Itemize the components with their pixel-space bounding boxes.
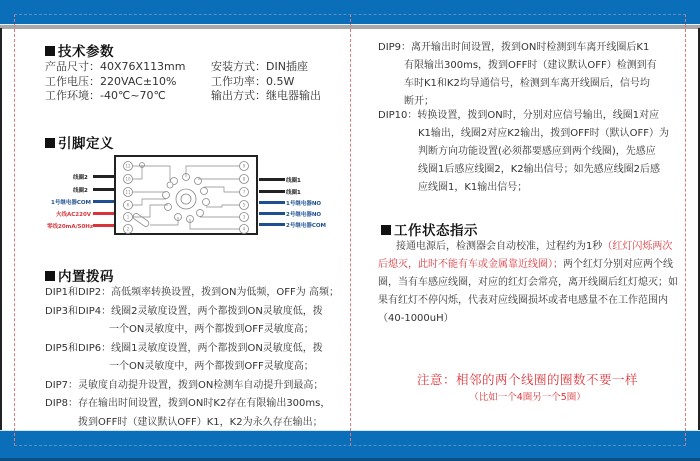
pin-def-heading: 引脚定义 xyxy=(45,132,114,152)
square-bullet-icon xyxy=(45,46,55,56)
pin-label-right-5: 2号继电器COM xyxy=(286,223,327,229)
svg-text:5: 5 xyxy=(242,202,246,208)
pin-label-left-5: 零线20mA/50Hz xyxy=(47,224,94,230)
dip-5-6: DIP5和DIP6：线圈1灵敏度设置，两个都拨到ON灵敏度低，拨 xyxy=(45,342,323,354)
status-description xyxy=(378,238,678,328)
dip9-line: 断开； xyxy=(404,96,434,107)
dip10-line: DIP10：转换设置，拨到ON时，分别对应信号输出，线圈1对应 xyxy=(378,110,660,121)
pin-label-left-1: 线圈2 xyxy=(73,175,88,181)
dip-3-4: DIP3和DIP4：线圈2灵敏度设置，两个都拨到ON灵敏度低，拨 xyxy=(45,305,323,317)
svg-text:6: 6 xyxy=(126,202,130,208)
wire-right-1 xyxy=(259,178,285,181)
status-text-rest: 两个红灯分别对应两个线圈，当有车感应线圈，对应的红灯会常亮，离开线圈后红灯熄灭；如果有红灯不停闪烁，代表对应线圈损坏或者电感量不在工作范围内（40-1000uH） xyxy=(378,259,678,324)
note-line-2: （比如一个4圈另一个5圈） xyxy=(469,392,586,403)
pin-label-left-2: 线圈2 xyxy=(73,188,88,194)
svg-text:11: 11 xyxy=(125,189,131,195)
dip9-line: DIP9：离开输出时间设置，拨到ON时检测到车离开线圈后K1 xyxy=(378,42,650,53)
svg-text:12: 12 xyxy=(125,163,131,169)
spec-voltage: 工作电压：220VAC±10% xyxy=(45,74,177,88)
dip-8: DIP8：存在输出时间设置，拨到ON时K2存在有限输出300ms， xyxy=(45,398,331,409)
svg-text:4: 4 xyxy=(242,226,246,232)
dip10-line: 线圈1后感应线圈2，K2输出信号；如先感应线圈2后感 xyxy=(418,164,661,175)
wire-right-5 xyxy=(259,223,285,226)
dip-3-4-cont: 一个ON灵敏度中，两个都拨到OFF灵敏度高； xyxy=(109,324,314,335)
spec-mounting: 安装方式：DIN插座 xyxy=(211,60,308,73)
dip-heading: 内置拨码 xyxy=(45,265,114,285)
coil-warning-note xyxy=(355,370,700,403)
spec-power: 工作功率：0.5W xyxy=(211,74,295,88)
top-cut-guide xyxy=(14,14,686,15)
dip9-line: 车时K1和K2均导通信号，检测到车离开线圈后，信号均 xyxy=(404,78,650,89)
square-bullet-icon xyxy=(45,271,55,281)
svg-text:8: 8 xyxy=(242,176,246,182)
pin-label-right-1: 线圈1 xyxy=(286,178,301,184)
square-bullet-icon xyxy=(45,138,55,148)
svg-text:10: 10 xyxy=(125,176,131,182)
spec-size: 产品尺寸：40X76X113mm xyxy=(45,60,186,73)
svg-text:2: 2 xyxy=(126,226,130,232)
dip-1-2: DIP1和DIP2：高低频率转换设置，拨到ON为低频，OFF为 高频； xyxy=(45,287,339,298)
svg-text:9: 9 xyxy=(242,163,246,169)
status-heading: 工作状态指示 xyxy=(381,219,478,239)
spec-environment: 工作环境：-40℃~70℃ xyxy=(45,89,166,102)
dip9-line: 有限输出300ms，拨到OFF时（建议默认OFF）检测到有 xyxy=(404,60,657,71)
pin-label-right-3: 1号继电器NO xyxy=(286,201,322,207)
note-line-1: 注意：相邻的两个线圈的圈数不要一样 xyxy=(416,372,638,387)
wire-right-3 xyxy=(259,201,285,204)
square-bullet-icon xyxy=(381,225,391,235)
svg-text:3: 3 xyxy=(242,214,246,220)
pin-label-right-4: 2号继电器NO xyxy=(286,212,322,218)
dip10-line: 判断方向功能设置(必须都要感应到两个线圈)，先感应 xyxy=(418,146,656,157)
pin-label-left-4: 火线AC220V xyxy=(56,212,92,218)
dip10-block xyxy=(378,107,669,197)
tech-params-right xyxy=(211,60,321,104)
center-fold-guide xyxy=(350,14,351,446)
left-cut-guide xyxy=(14,14,15,446)
svg-text:7: 7 xyxy=(242,189,246,195)
dip10-line: K1输出，线圈2对应K2输出，拨到OFF时（默认OFF）为 xyxy=(418,128,669,139)
dip-8-cont: 拨到OFF时（建议默认OFF）K1，K2为永久存在输出； xyxy=(78,416,323,428)
left-page-edge xyxy=(0,28,2,430)
pin-label-right-2: 线圈1 xyxy=(286,190,301,196)
pin-label-left-3: 1号继电器COM xyxy=(51,200,92,206)
wire-right-4 xyxy=(259,212,285,215)
status-text-warning: （红灯闪烁两次后熄灭，此时不能有车或金属靠近线圈）； xyxy=(378,241,673,270)
tech-params-left xyxy=(45,60,186,104)
dip-7: DIP7：灵敏度自动提升设置，拨到ON检测车自动提升到最高； xyxy=(45,379,324,391)
dip-5-6-cont: 一个ON灵敏度中，两个都拨到OFF灵敏度高； xyxy=(109,361,314,372)
svg-text:1: 1 xyxy=(126,214,130,220)
relay-socket-diagram xyxy=(114,155,258,235)
dip-settings-list xyxy=(45,284,339,432)
tech-params-heading: 技术参数 xyxy=(45,40,114,60)
wire-right-2 xyxy=(259,190,285,193)
dip9-block xyxy=(378,39,657,111)
dip10-line: 应线圈1，K1输出信号； xyxy=(418,182,528,193)
spec-output: 输出方式：继电器输出 xyxy=(211,89,321,102)
status-text-intro: 接通电源后，检测器会自动校准，过程约为1秒 xyxy=(396,241,603,252)
bottom-cut-guide xyxy=(14,445,686,446)
